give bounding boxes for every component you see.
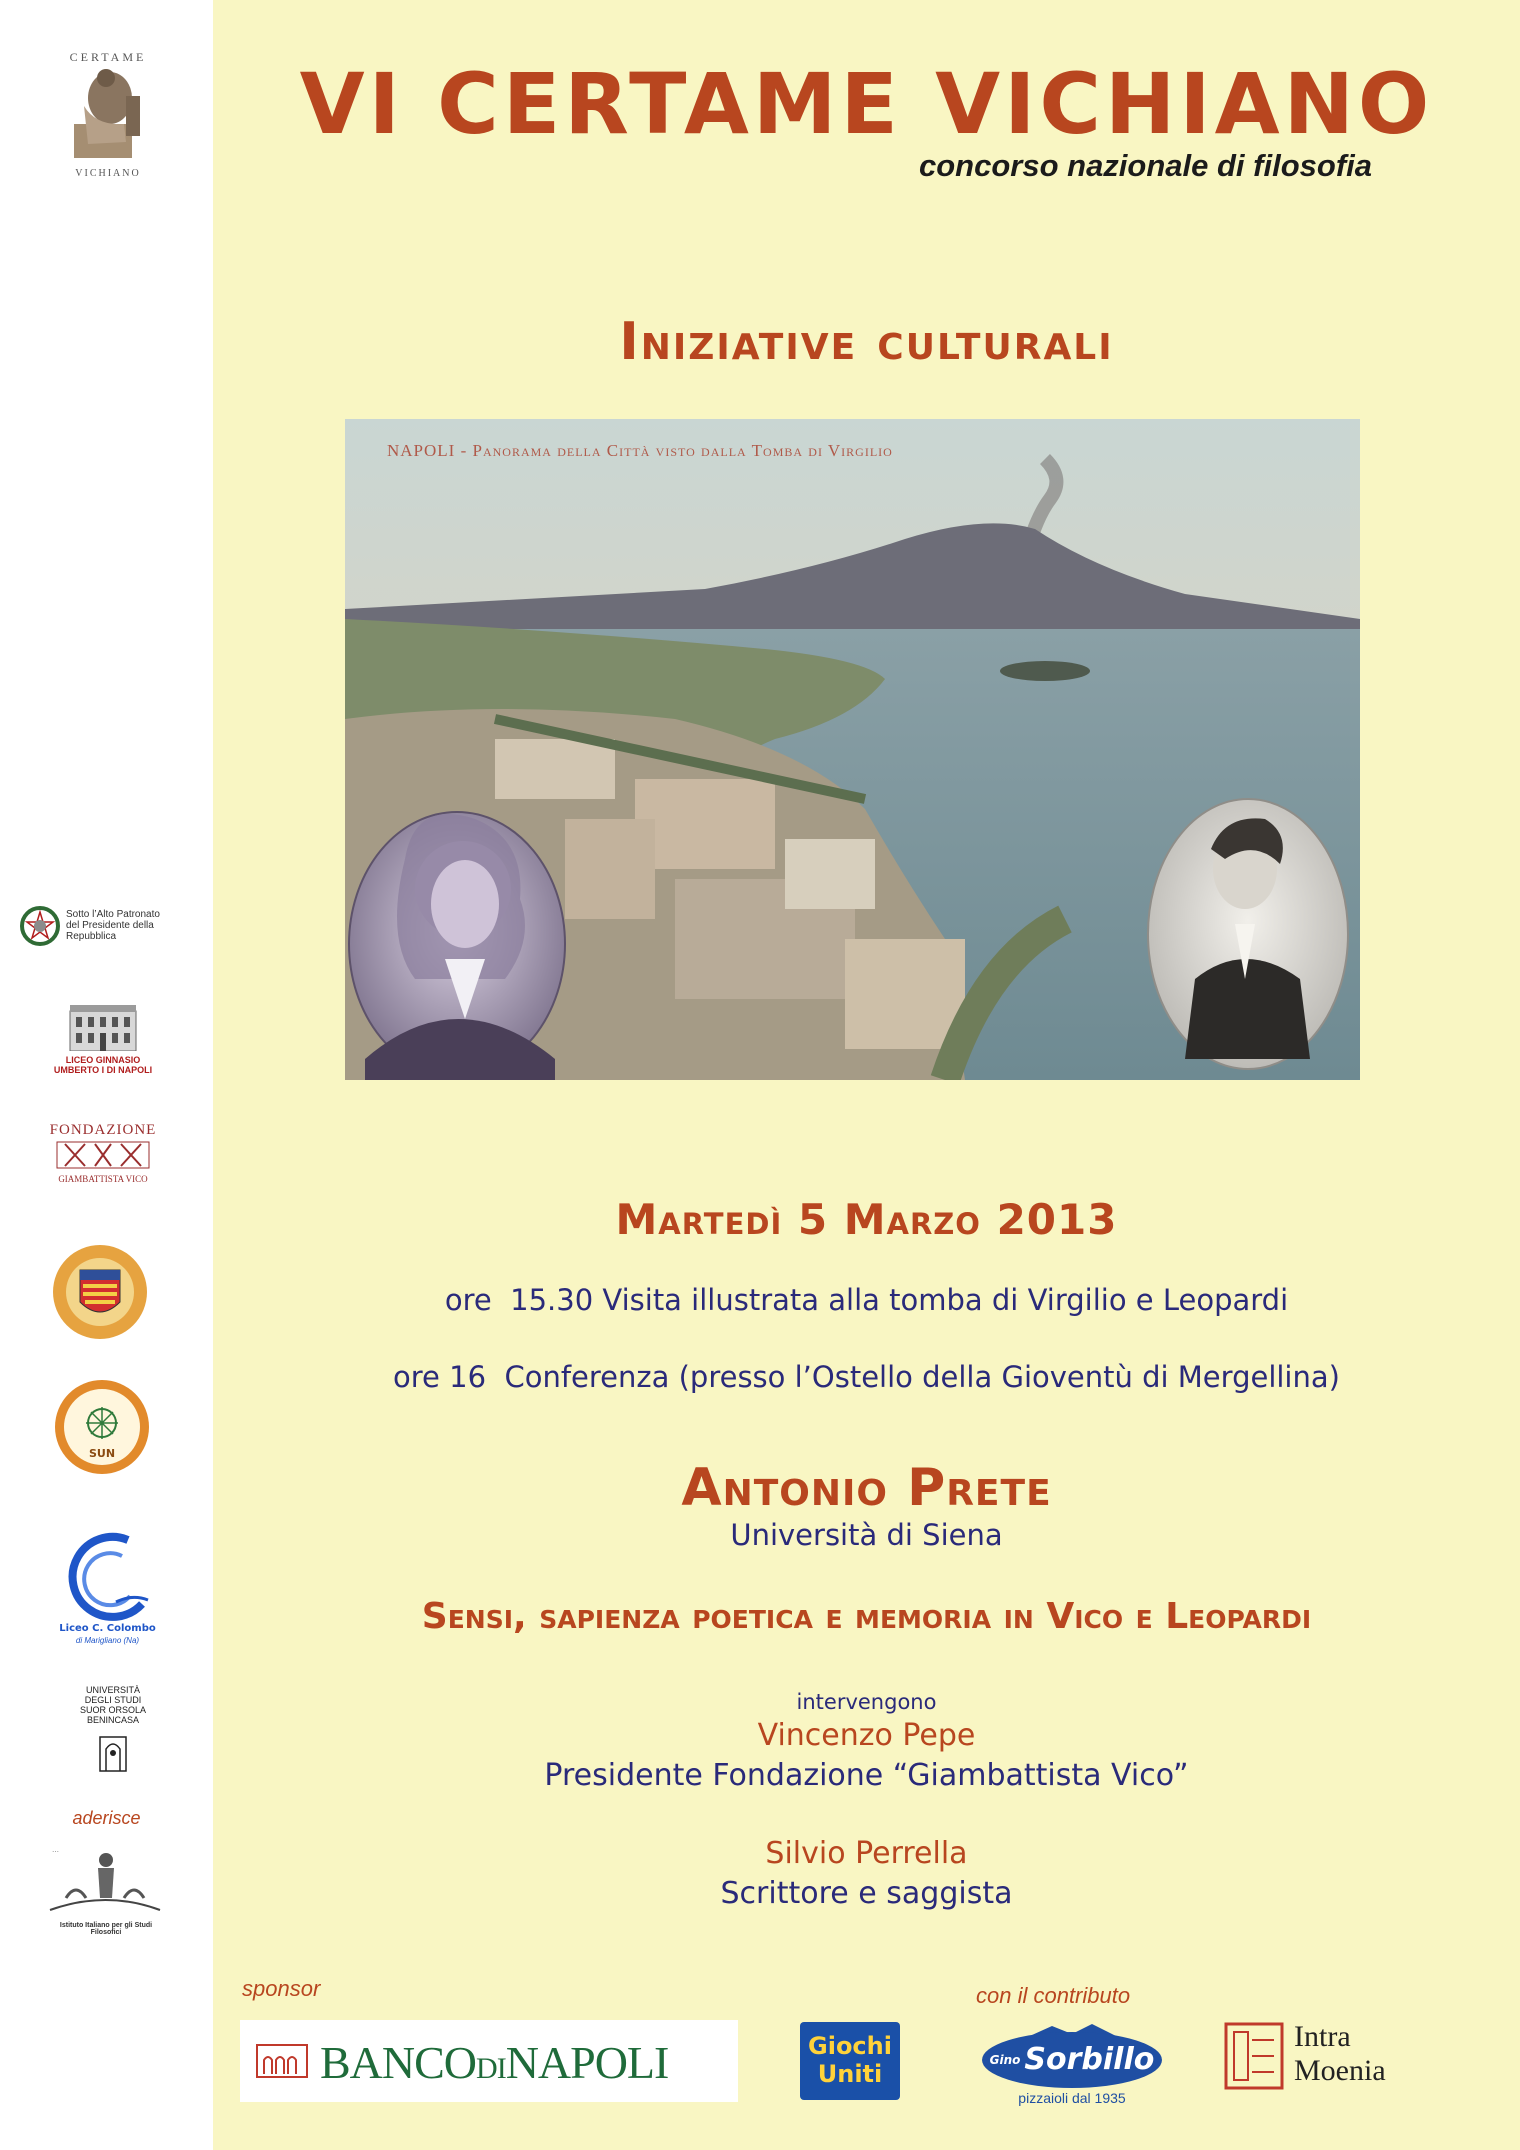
sorbillo-logo (982, 2022, 1162, 2104)
sorbillo-prefix: Gino (989, 2053, 1021, 2067)
sorbillo-tagline: pizzaioli dal 1935 (1018, 2090, 1126, 2106)
suor-orsola-logo (78, 1685, 148, 1780)
philosopher-statue-icon (66, 66, 150, 162)
speaker-affiliation: Università di Siena (730, 1518, 1003, 1552)
sun-text: SUN (88, 1447, 116, 1460)
event-conference-line: ore 16 Conferenza (presso l’Ostello della Gioventù di Mergellina) (393, 1360, 1340, 1394)
poster-subtitle: concorso nazionale di filosofia (918, 148, 1372, 183)
portico-icon (98, 1733, 128, 1773)
postcard-caption: NAPOLI - Panorama della Città visto dalla Tomba di Virgilio (387, 441, 893, 460)
giochi-line: Giochi (808, 2032, 892, 2060)
talk-title: Sensi, sapienza poetica e memoria in Vico e Leopardi (421, 1596, 1312, 1637)
contribution-label: con il contributo (976, 1983, 1131, 2008)
sorbillo-name: Sorbillo (1024, 2042, 1155, 2077)
republic-emblem-icon (20, 905, 60, 947)
fondazione-bottom: GIAMBATTISTA VICO (58, 1174, 148, 1184)
intra-moenia-logo (1222, 2020, 1412, 2100)
liceo-colombo-place: di Marigliano (Na) (75, 1636, 140, 1645)
istituto-text: Istituto Italiano per gli Studi Filosofici (59, 1922, 153, 1936)
colombo-c-icon (56, 1530, 156, 1622)
naples-panorama-icon (345, 419, 1360, 1080)
sidebar (0, 0, 213, 2150)
speaker-name: Antonio Prete (681, 1458, 1052, 1518)
naples-postcard-image (345, 419, 1360, 1080)
intervene-label: intervengono (796, 1690, 937, 1714)
intra-moenia-mark-icon (1222, 2020, 1286, 2092)
panelist-role: Scrittore e saggista (720, 1876, 1013, 1911)
uniti-line: Uniti (817, 2060, 883, 2088)
poster-title: VI CERTAME VICHIANO (299, 55, 1434, 153)
banco-di: DI (476, 2052, 506, 2085)
certame-logo-top: CERTAME (69, 50, 147, 64)
banco-arches-icon (256, 2044, 308, 2078)
patronato-text: Sotto l’Alto Patronato del Presidente della Repubblica (66, 909, 160, 942)
liceo-umberto-logo (48, 1003, 158, 1078)
certame-logo-bottom: VICHIANO (75, 168, 141, 179)
panelist-role: Presidente Fondazione “Giambattista Vico” (544, 1758, 1189, 1793)
aderisce-label: aderisce (72, 1808, 141, 1828)
liceo-umberto-text: LICEO GINNASIO UMBERTO I DI NAPOLI (53, 1055, 153, 1075)
fondazione-logo (48, 1122, 158, 1188)
intra-moenia-text (1294, 2020, 1386, 2088)
giochi-uniti-logo (800, 2022, 900, 2100)
event-visit-line: ore 15.30 Visita illustrata alla tomba di Virgilio e Leopardi (444, 1283, 1289, 1317)
sorbillo-oval (982, 2032, 1162, 2088)
sponsor-label: sponsor (242, 1976, 321, 2001)
banco-di-napoli-logo (240, 2020, 738, 2102)
moenia-line: Moenia (1294, 2054, 1386, 2087)
fondazione-top: FONDAZIONE (49, 1122, 157, 1138)
svg-text:…: … (52, 1846, 59, 1854)
patronato-logo (20, 905, 190, 950)
liceo-colombo-name: Liceo C. Colombo (59, 1623, 156, 1634)
allegory-engraving-icon (46, 1838, 164, 1918)
event-date: Martedì 5 Marzo 2013 (615, 1195, 1118, 1244)
fondazione-monogram-icon (55, 1140, 151, 1170)
certame-logo (58, 50, 158, 185)
liceo-colombo-logo (50, 1530, 165, 1650)
sun-logo (52, 1377, 152, 1477)
banco-text (320, 2036, 668, 2089)
panelist-name: Vincenzo Pepe (757, 1718, 976, 1753)
sun-seal-icon (52, 1377, 152, 1477)
provincia-seal-icon (50, 1242, 150, 1342)
istituto-logo (46, 1838, 166, 1938)
banco-main: BANCO (320, 2037, 477, 2088)
suor-orsola-text: UNIVERSITÀ DEGLI STUDI SUOR ORSOLA BENINCASA (79, 1685, 146, 1725)
panelist-name: Silvio Perrella (765, 1836, 968, 1871)
intra-line: Intra (1294, 2020, 1351, 2053)
school-building-icon (68, 1003, 138, 1051)
banco-napoli: NAPOLI (505, 2037, 669, 2088)
section-title: Iniziative culturali (619, 312, 1114, 372)
